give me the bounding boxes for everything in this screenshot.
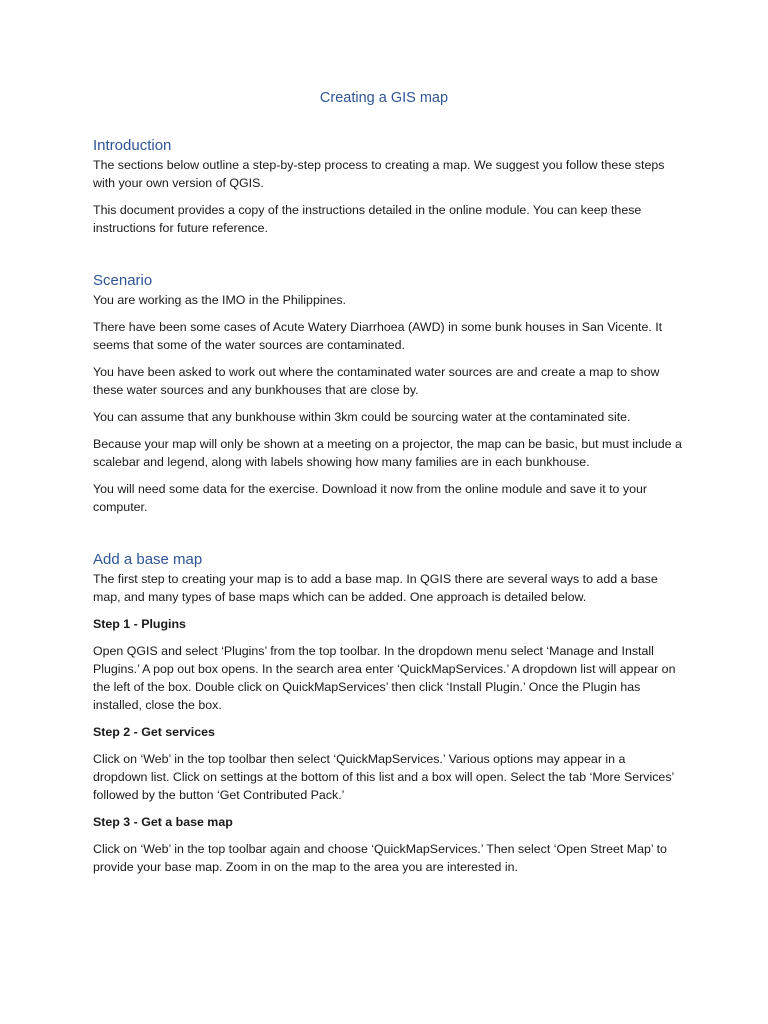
- introduction-section: [93, 136, 683, 237]
- base-map-intro: The first step to creating your map is to add a base map. In QGIS there are several ways to add a base map, and many types of base maps which can be added. One approach is detailed below.: [93, 572, 658, 604]
- scenario-paragraph: Because your map will only be shown at a meeting on a projector, the map can be basic, but must include a scalebar and legend, along with labels showing how many families are in each bunkhouse.: [93, 437, 682, 469]
- scenario-paragraph: You can assume that any bunkhouse within 3km could be sourcing water at the contaminated site.: [93, 410, 631, 424]
- introduction-paragraph: This document provides a copy of the instructions detailed in the online module. You can keep these instructions for future reference.: [93, 203, 642, 235]
- base-map-section: [93, 550, 683, 876]
- scenario-heading: Scenario: [93, 272, 153, 289]
- document-title: Creating a GIS map: [319, 90, 449, 106]
- step-title: Step 3 - Get a base map: [93, 815, 233, 829]
- scenario-paragraph: You will need some data for the exercise. Download it now from the online module and save it to your computer.: [93, 482, 647, 514]
- step-text: Click on ‘Web’ in the top toolbar again and choose ‘QuickMapServices.’ Then select ‘Open Street Map’ to provide your base map. Zoom in on the map to the area you are interested in.: [93, 842, 667, 874]
- introduction-heading: Introduction: [93, 137, 172, 154]
- base-map-heading: Add a base map: [93, 551, 203, 568]
- step-title: Step 2 - Get services: [93, 725, 215, 739]
- scenario-paragraph: There have been some cases of Acute Watery Diarrhoea (AWD) in some bunk houses in San Vicente. It seems that some of the water sources are contaminated.: [93, 320, 663, 352]
- scenario-paragraph: You are working as the IMO in the Philippines.: [93, 293, 347, 307]
- step-title: Step 1 - Plugins: [93, 617, 186, 631]
- step-text: Open QGIS and select ‘Plugins’ from the top toolbar. In the dropdown menu select ‘Manage and Install Plugins.’ A pop out box opens. In the search area enter ‘QuickMapServices.’ A dropdown list will appear on the left of the box. Double click on QuickMapServices’ then click ‘Install Plugin.’ Once the Plugin has installed, close the box.: [93, 644, 676, 712]
- introduction-paragraph: The sections below outline a step-by-step process to creating a map. We suggest you follow these steps with your own version of QGIS.: [93, 158, 665, 190]
- document-body: [93, 136, 683, 885]
- step-text: Click on ‘Web’ in the top toolbar then select ‘QuickMapServices.’ Various options may appear in a dropdown list. Click on settings at the bottom of this list and a box will open. Select the tab ‘More Services’ followed by the button ‘Get Contributed Pack.’: [93, 752, 674, 802]
- scenario-section: [93, 271, 683, 516]
- scenario-paragraph: You have been asked to work out where the contaminated water sources are and create a map to show these water sources and any bunkhouses that are close by.: [93, 365, 660, 397]
